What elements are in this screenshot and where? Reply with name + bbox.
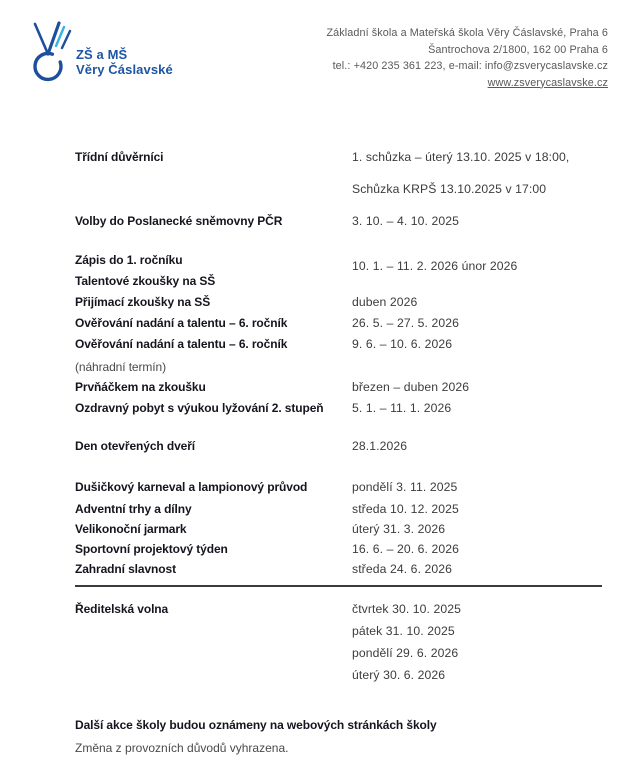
school-name-line: Základní škola a Mateřská škola Věry Čáslavské, Praha 6 — [326, 27, 608, 39]
event-row-adventni-trhy — [75, 500, 608, 519]
footer-announcement: Další akce školy budou oznámeny na webových stránkách školy — [75, 718, 437, 732]
event-dates — [352, 335, 452, 354]
event-label: Volby do Poslanecké sněmovny PČR — [75, 214, 283, 228]
event-row-nahradni-termin — [75, 358, 608, 377]
event-dates — [352, 293, 417, 312]
event-date-line: úterý 31. 3. 2026 — [352, 522, 446, 536]
event-dates — [352, 500, 459, 519]
event-dates — [352, 399, 451, 418]
event-label: Ověřování nadání a talentu – 6. ročník — [75, 316, 288, 330]
event-dates — [352, 520, 445, 539]
event-label: Dušičkový karneval a lampionový průvod — [75, 480, 308, 494]
event-label: Velikonoční jarmark — [75, 522, 187, 536]
event-row-overovani-nadani-2 — [75, 335, 608, 354]
section-divider — [75, 585, 602, 587]
event-dates — [352, 314, 459, 333]
event-date-line: Schůzka KRPŠ 13.10.2025 v 17:00 — [352, 182, 547, 196]
event-date-line: 5. 1. – 11. 1. 2026 — [352, 401, 452, 415]
event-date-line: středa 10. 12. 2025 — [352, 502, 459, 516]
event-dates — [352, 378, 469, 397]
school-logo-text — [76, 47, 173, 77]
event-label: Zahradní slavnost — [75, 562, 176, 576]
event-date-line: pondělí 29. 6. 2026 — [352, 645, 459, 660]
event-label: Adventní trhy a dílny — [75, 502, 192, 516]
event-dates — [352, 148, 569, 199]
event-dates — [352, 540, 459, 559]
event-date-line: duben 2026 — [352, 295, 418, 309]
phone-email-line: tel.: +420 235 361 223, e-mail: info@zsverycaslavske.cz — [332, 60, 608, 72]
event-date-line: středa 24. 6. 2026 — [352, 562, 453, 576]
event-row-volby — [75, 212, 608, 231]
event-date-line: 26. 5. – 27. 5. 2026 — [352, 316, 460, 330]
event-dates — [352, 560, 452, 579]
event-list — [75, 148, 608, 685]
event-row-talentove-zkousky — [75, 272, 608, 291]
website-link[interactable]: www.zsverycaslavske.cz — [487, 76, 608, 89]
event-dates — [352, 478, 457, 497]
event-row-den-otevrenych-dveri — [75, 437, 608, 456]
event-row-tridni-duvernici — [75, 148, 608, 199]
event-date-line: březen – duben 2026 — [352, 380, 470, 394]
event-date-line: 9. 6. – 10. 6. 2026 — [352, 337, 453, 351]
event-date-line: 1. schůzka – úterý 13.10. 2025 v 18:00, — [352, 150, 570, 164]
event-date-line: pondělí 3. 11. 2025 — [352, 480, 458, 494]
event-date-line: úterý 30. 6. 2026 — [352, 667, 446, 682]
address-line: Šantrochova 2/1800, 162 00 Praha 6 — [428, 43, 608, 56]
event-label: Třídní důvěrníci — [75, 150, 164, 164]
event-label: Ředitelská volna — [75, 601, 169, 616]
event-row-reditelska-volna — [75, 600, 608, 685]
event-date-line: 3. 10. – 4. 10. 2025 — [352, 214, 460, 228]
event-row-zahradni-slavnost — [75, 560, 608, 579]
event-date-line: 28.1.2026 — [352, 439, 408, 453]
event-label: Prvňáčkem na zkoušku — [75, 380, 206, 394]
contact-block — [326, 25, 608, 91]
event-date-line: 10. 1. – 11. 2. 2026 únor 2026 — [352, 259, 518, 273]
event-label: Přijímací zkoušky na SŠ — [75, 295, 211, 309]
school-logo — [29, 21, 173, 83]
event-label: Sportovní projektový týden — [75, 542, 228, 556]
event-date-line: 16. 6. – 20. 6. 2026 — [352, 542, 460, 556]
event-label: Talentové zkoušky na SŠ — [75, 274, 216, 288]
event-row-sportovni-tyden — [75, 540, 608, 559]
medal-monogram-icon — [29, 21, 73, 83]
event-row-overovani-nadani-1 — [75, 314, 608, 333]
event-dates — [352, 257, 517, 276]
event-date-line: čtvrtek 30. 10. 2025 — [352, 601, 462, 616]
event-row-zapis — [75, 251, 608, 273]
event-label: Ozdravný pobyt s výukou lyžování 2. stupeň — [75, 401, 324, 415]
event-dates — [352, 212, 459, 231]
event-note: (náhradní termín) — [75, 360, 167, 374]
event-label: Ověřování nadání a talentu – 6. ročník — [75, 337, 288, 351]
event-dates — [352, 600, 461, 685]
logo-line-1: ZŠ a MŠ — [76, 47, 128, 62]
event-date-line: pátek 31. 10. 2025 — [352, 623, 455, 638]
logo-line-2: Věry Čáslavské — [76, 62, 173, 77]
event-row-prijimaci-zkousky — [75, 293, 608, 312]
footer — [75, 716, 608, 758]
event-row-ozdravny-pobyt — [75, 399, 608, 418]
event-row-velikonocni-jarmark — [75, 520, 608, 539]
event-dates — [352, 437, 407, 456]
event-row-prvnackem — [75, 378, 608, 397]
event-label: Den otevřených dveří — [75, 439, 196, 453]
event-row-dusickovy-karneval — [75, 478, 608, 497]
event-label: Zápis do 1. ročníku — [75, 253, 183, 267]
footer-disclaimer: Změna z provozních důvodů vyhrazena. — [75, 741, 289, 755]
